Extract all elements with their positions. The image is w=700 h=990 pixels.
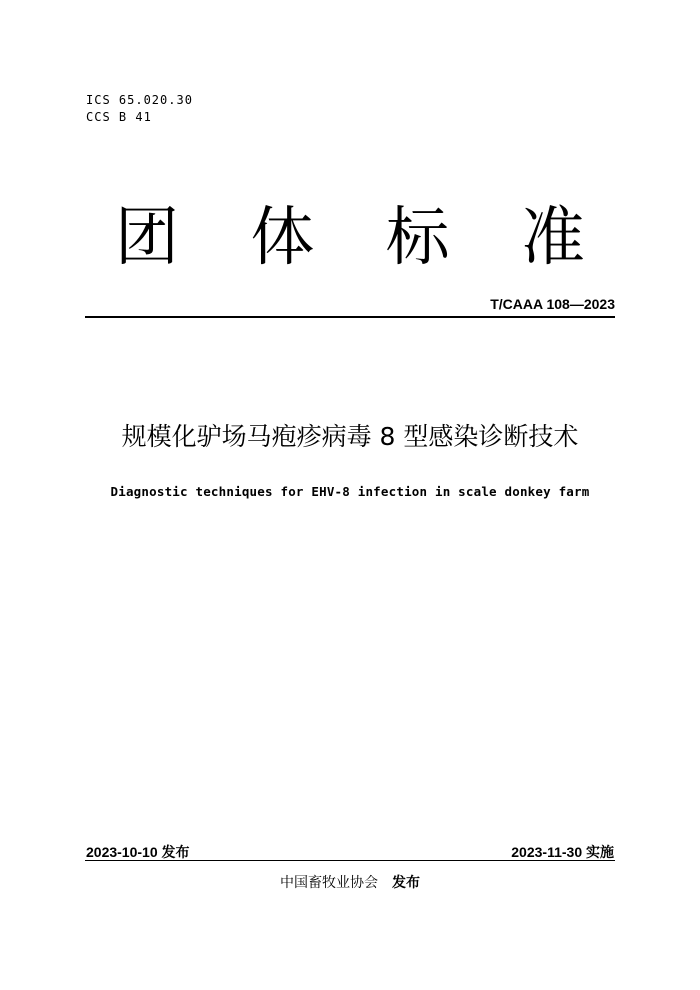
implement-date: 2023-11-30 实施 bbox=[511, 844, 614, 860]
title-char-1: 团 bbox=[115, 201, 179, 275]
publisher-action: 发布 bbox=[392, 875, 420, 891]
publisher-line bbox=[0, 872, 700, 892]
document-type-title bbox=[115, 198, 585, 278]
english-title: Diagnostic techniques for EHV-8 infection in scale donkey farm bbox=[110, 484, 590, 499]
publisher-name: 中国畜牧业协会 bbox=[280, 875, 378, 891]
title-char-4: 准 bbox=[520, 201, 585, 275]
bottom-divider bbox=[85, 860, 615, 861]
standard-number: T/CAAA 108—2023 bbox=[490, 296, 615, 312]
chinese-title: 规模化驴场马疱疹病毒 8 型感染诊断技术 bbox=[121, 422, 579, 451]
title-char-2: 体 bbox=[250, 201, 315, 275]
title-char-3: 标 bbox=[385, 201, 450, 275]
ics-code: ICS 65.020.30 bbox=[86, 93, 193, 107]
classification-codes bbox=[86, 92, 193, 126]
publish-date: 2023-10-10 发布 bbox=[86, 844, 190, 860]
top-divider bbox=[85, 316, 615, 318]
ccs-code: CCS B 41 bbox=[86, 110, 152, 124]
